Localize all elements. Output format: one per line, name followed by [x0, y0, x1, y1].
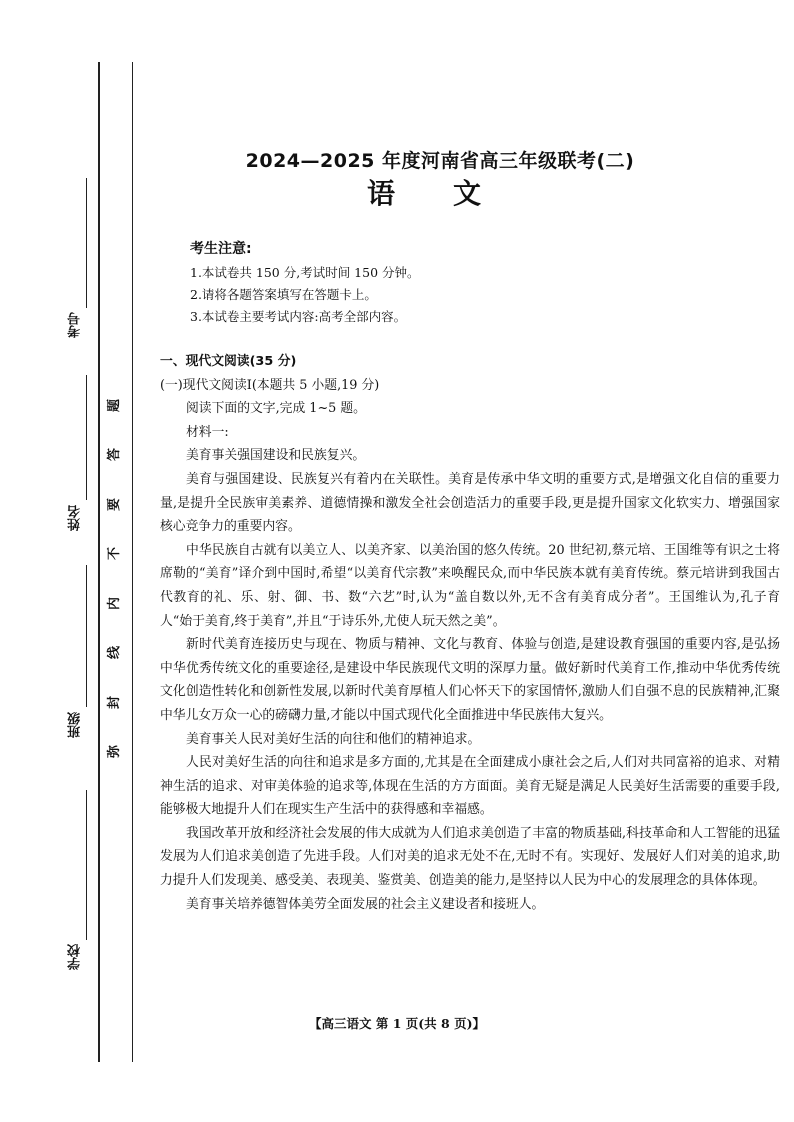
binding-line-inner	[132, 62, 133, 1062]
paragraph: 新时代美育连接历史与现在、物质与精神、文化与教育、体验与创造,是建设教育强国的重要内容,是弘扬中华优秀传统文化的重要途径,是建设中华民族现代文明的深厚力量。做好新时代美育工作,推动中华优秀传统文化创造性转化和创新性发展,以新时代美育厚植人们心怀天下的家国情怀,激励人们自强不息的民族精神,汇聚中华儿女万众一心的磅礴力量,才能以中国式现代化全面推进中华民族伟大复兴。	[160, 637, 780, 723]
class-blank	[86, 565, 87, 707]
section-subheading: (一)现代文阅读Ⅰ(本题共 5 小题,19 分)	[160, 377, 380, 393]
school-label: 学校	[68, 944, 83, 970]
notice-heading: 考生注意:	[190, 241, 252, 257]
seal-notice	[103, 396, 123, 761]
material-label: 材料一:	[186, 424, 229, 440]
page-footer: 【高三语文 第 1 页(共 8 页)】	[309, 1016, 485, 1031]
school-blank	[86, 790, 87, 940]
reading-content	[160, 350, 780, 916]
seal-char: 答	[107, 448, 123, 462]
notice-item: 1.本试卷共 150 分,考试时间 150 分钟。	[190, 265, 420, 280]
paragraph: 中华民族自古就有以美立人、以美齐家、以美治国的悠久传统。20 世纪初,蔡元培、王国维等有识之士将席勒的“美育”译介到中国时,希望“以美育代宗教”来唤醒民众,而中华民族本就有美育传统。蔡元培讲到我国古代教育的礼、乐、射、御、书、数“六艺”时,认为“盖自数以外,无不含有美育成分者”。王国维认为,孔子育人“始于美育,终于美育”,并且“于诗乐外,尤使人玩天然之美”。	[160, 542, 780, 629]
name-label: 姓名	[68, 505, 83, 531]
paragraph: 美育事关人民对美好生活的向往和他们的精神追求。	[186, 731, 481, 747]
seal-char: 内	[107, 596, 123, 610]
seal-char: 线	[107, 646, 123, 660]
exam-number-blank	[86, 178, 87, 308]
paragraph: 美育事关培养德智体美劳全面发展的社会主义建设者和接班人。	[186, 896, 545, 912]
notice-list	[190, 262, 420, 328]
paragraph: 我国改革开放和经济社会发展的伟大成就为人们追求美创造了丰富的物质基础,科技革命和人工智能的迅猛发展为人们追求美创造了先进手段。人们对美的追求无处不在,无时不有。实现好、发展好人们对美的追求,助力提升人们发现美、感受美、表现美、鉴赏美、创造美的能力,是坚持以人民为中心的发展理念的具体体现。	[160, 825, 780, 889]
notice-item: 2.请将各题答案填写在答题卡上。	[190, 287, 377, 302]
exam-title: 2024—2025 年度河南省高三年级联考(二)	[245, 150, 635, 172]
paragraph: 人民对美好生活的向往和追求是多方面的,尤其是在全面建成小康社会之后,人们对共同富裕的追求、对精神生活的追求、对审美体验的追求等,体现在生活的方方面面。美育无疑是满足人民美好生活需要的重要手段,能够极大地提升人们在现实生产生活中的获得感和幸福感。	[160, 755, 780, 818]
seal-char: 不	[107, 547, 123, 561]
paragraph: 美育事关强国建设和民族复兴。	[186, 448, 366, 464]
section-heading: 一、现代文阅读(35 分)	[160, 354, 297, 369]
class-label: 班级	[68, 712, 83, 738]
name-blank	[86, 375, 87, 500]
exam-number-label: 考号	[68, 312, 83, 338]
seal-char: 要	[107, 497, 123, 511]
seal-char: 题	[107, 398, 123, 413]
binding-line-outer	[98, 62, 100, 1062]
paragraph: 美育与强国建设、民族复兴有着内在关联性。美育是传承中华文明的重要方式,是增强文化自信的重要力量,是提升全民族审美素养、道德情操和激发全社会创造活力的重要手段,更是提升国家文化软实力、增强国家核心竞争力的重要内容。	[160, 471, 780, 535]
notice-item: 3.本试卷主要考试内容:高考全部内容。	[190, 309, 407, 324]
seal-char: 弥	[107, 744, 123, 758]
instruction: 阅读下面的文字,完成 1~5 题。	[186, 401, 366, 417]
seal-char: 封	[107, 695, 123, 709]
subject-title: 语文	[366, 177, 539, 210]
